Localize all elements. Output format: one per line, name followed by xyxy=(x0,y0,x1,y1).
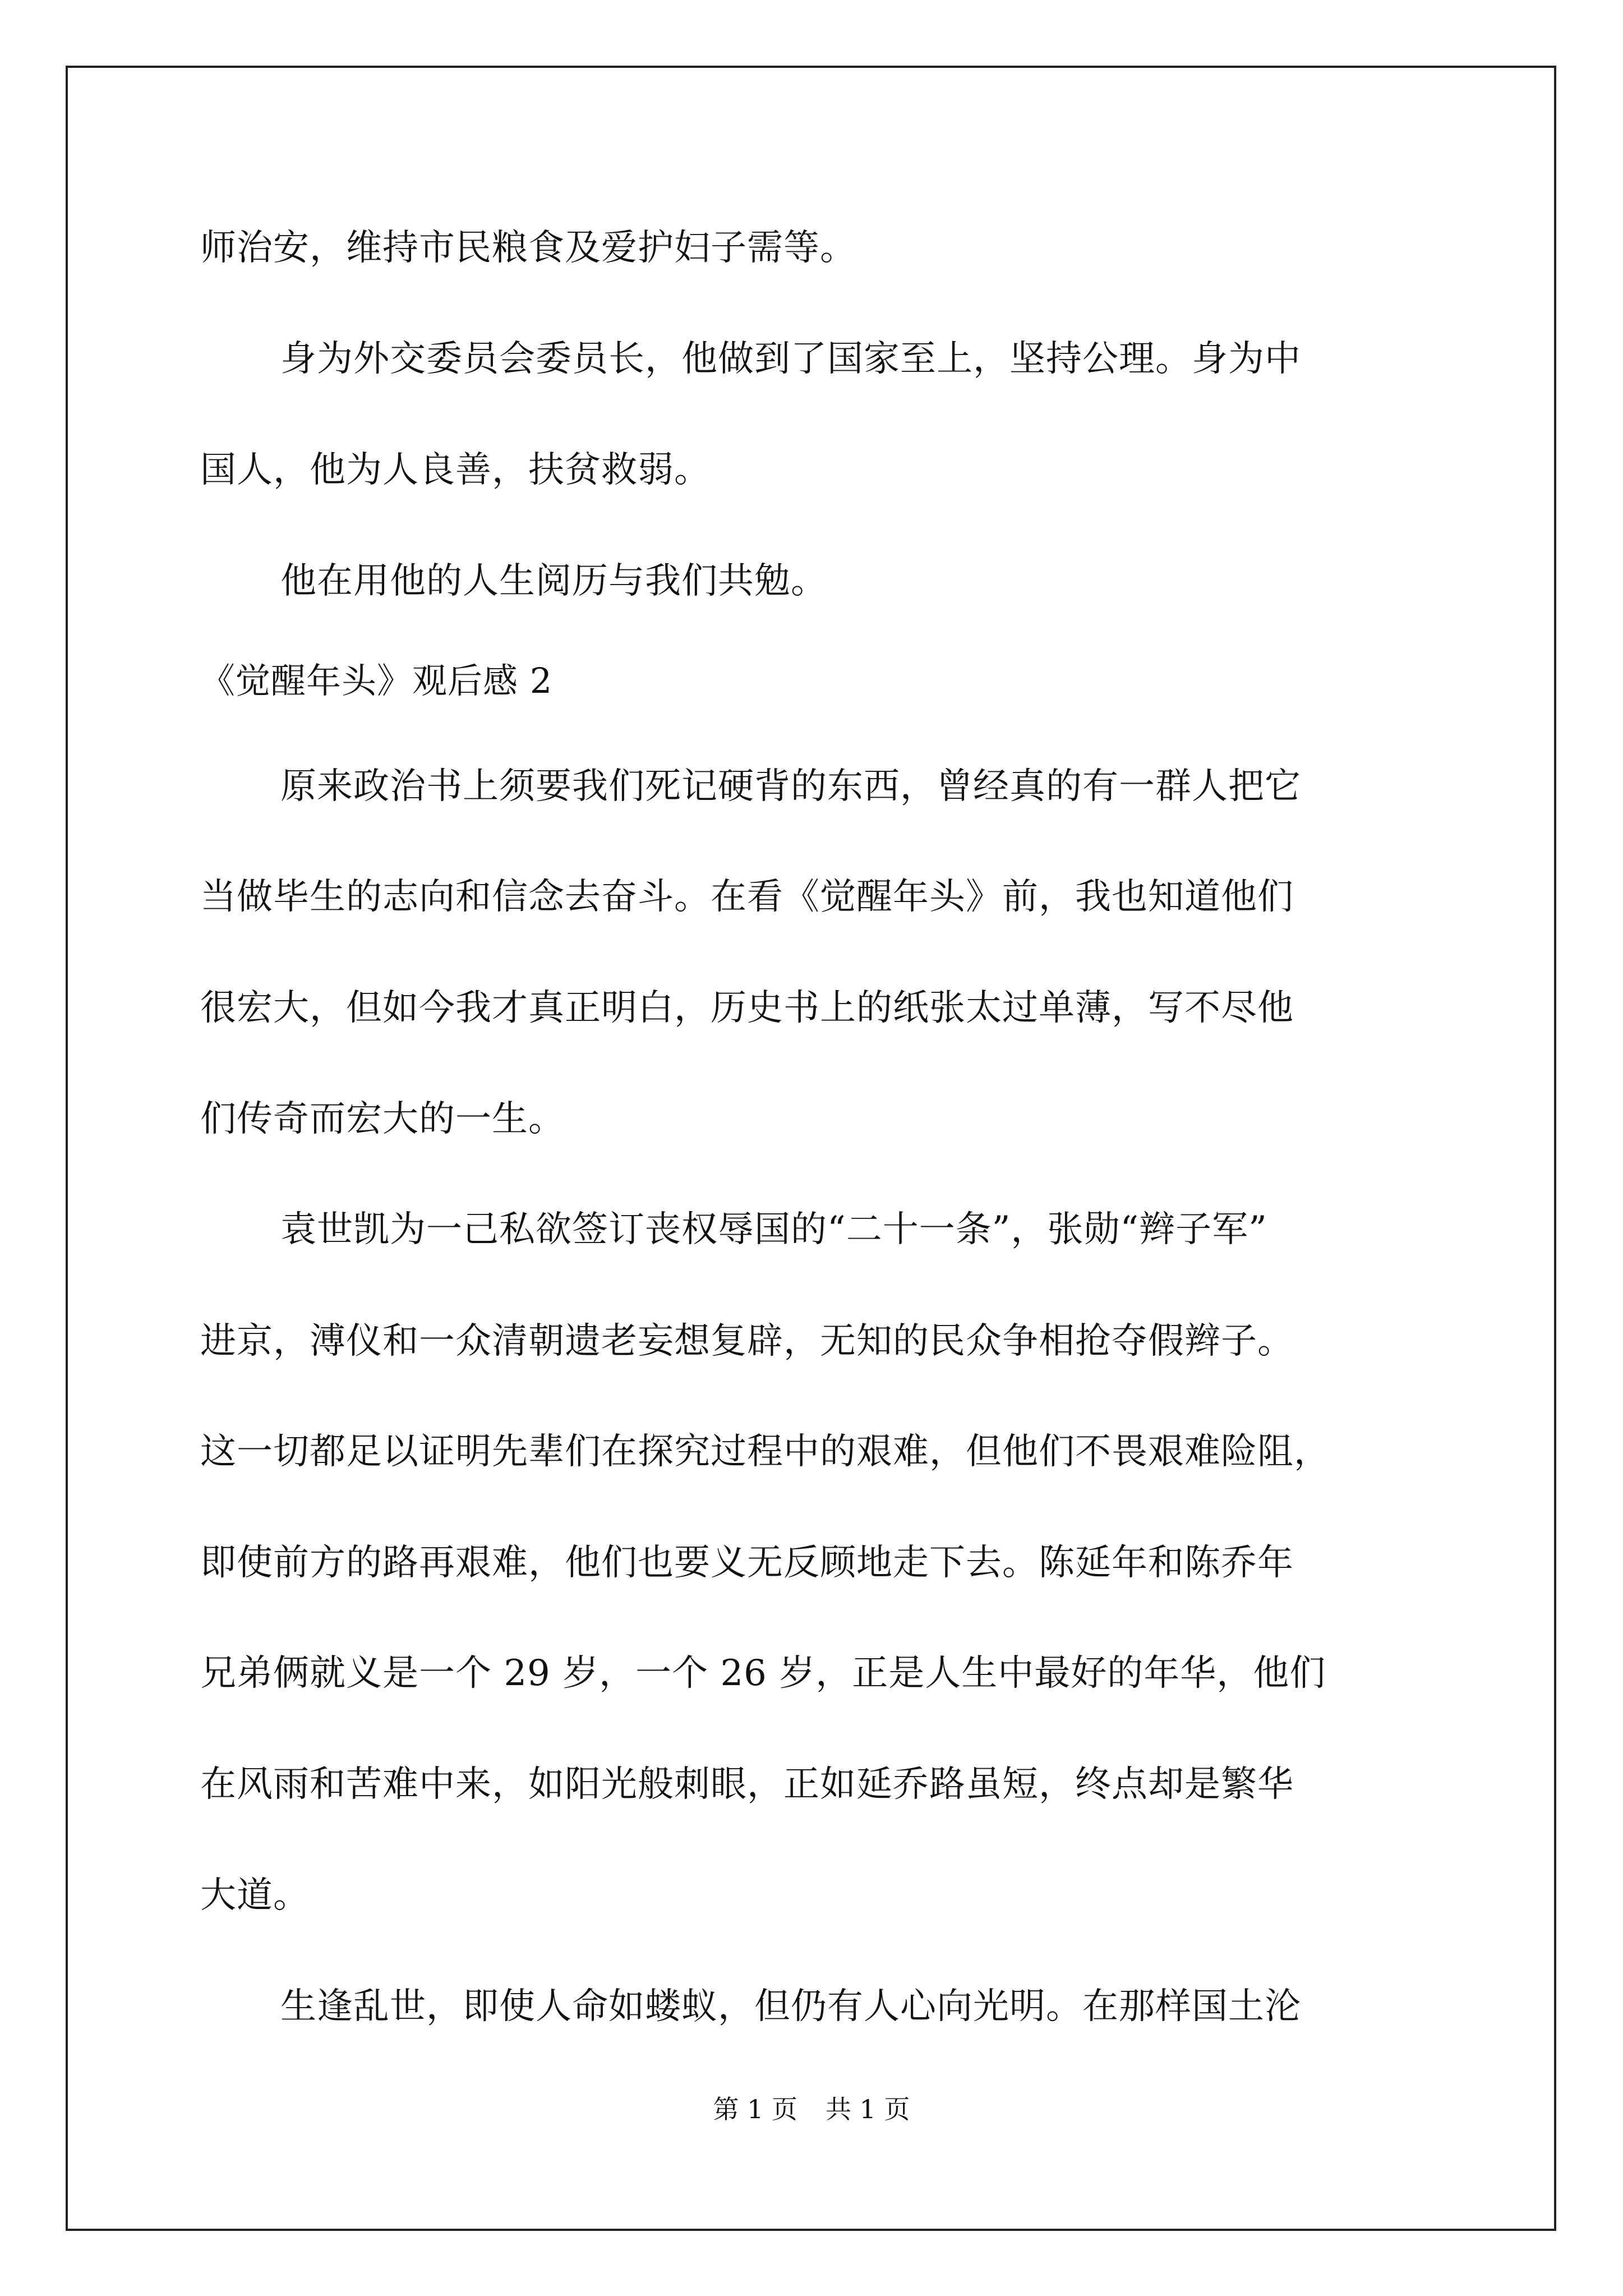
section-heading: 《觉醒年头》观后感 2 xyxy=(200,660,553,701)
text-line: 这一切都足以证明先辈们在探究过程中的艰难，但他们不畏艰难险阻， xyxy=(200,1431,1330,1473)
text-line: 很宏大，但如今我才真正明白，历史书上的纸张太过单薄，写不尽他 xyxy=(200,987,1294,1029)
page-footer xyxy=(0,2092,1623,2126)
page-total: 共 1 页 xyxy=(826,2094,910,2124)
text-line: 身为外交委员会委员长，他做到了国家至上，坚持公理。身为中 xyxy=(280,338,1301,380)
text-line: 原来政治书上须要我们死记硬背的东西，曾经真的有一群人把它 xyxy=(280,766,1301,807)
text-line: 他在用他的人生阅历与我们共勉。 xyxy=(280,560,827,602)
text-line: 进京，溥仪和一众清朝遗老妄想复辟，无知的民众争相抢夺假辫子。 xyxy=(200,1320,1294,1362)
text-line: 师治安，维持市民粮食及爱护妇子需等。 xyxy=(200,227,856,269)
text-line: 们传奇而宏大的一生。 xyxy=(200,1098,565,1140)
text-line: 即使前方的路再艰难，他们也要义无反顾地走下去。陈延年和陈乔年 xyxy=(200,1542,1294,1584)
page-number: 第 1 页 xyxy=(713,2094,797,2124)
text-line: 在风雨和苦难中来，如阳光般刺眼，正如延乔路虽短，终点却是繁华 xyxy=(200,1764,1294,1805)
text-line: 生逢乱世，即使人命如蝼蚁，但仍有人心向光明。在那样国土沦 xyxy=(280,1986,1301,2027)
text-line: 兄弟俩就义是一个 29 岁，一个 26 岁，正是人生中最好的年华，他们 xyxy=(200,1653,1326,1694)
text-line: 大道。 xyxy=(200,1875,310,1916)
text-line: 国人，他为人良善，扶贫救弱。 xyxy=(200,449,711,491)
text-line: 当做毕生的志向和信念去奋斗。在看《觉醒年头》前，我也知道他们 xyxy=(200,876,1294,918)
text-line: 袁世凯为一己私欲签订丧权辱国的“二十一条”，张勋“辫子军” xyxy=(280,1209,1267,1250)
